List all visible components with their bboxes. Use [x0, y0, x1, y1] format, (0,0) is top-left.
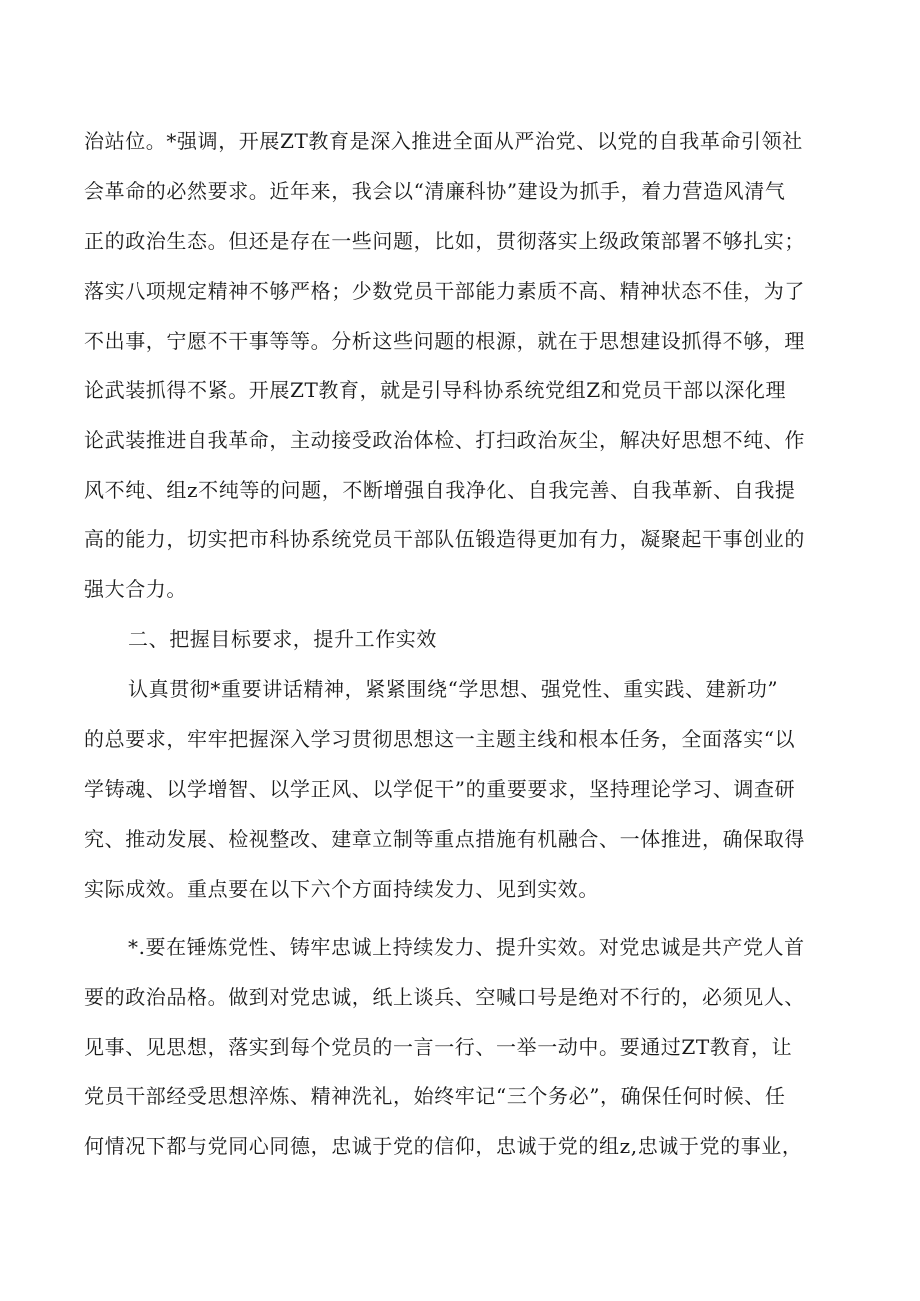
body-line: 究、推动发展、检视整改、建章立制等重点措施有机融合、一体推进，确保取得 — [84, 827, 805, 851]
body-line: 风不纯、组z不纯等的问题，不断增强自我净化、自我完善、自我革新、自我提 — [84, 478, 796, 502]
paragraph-first-line: 认真贯彻*重要讲话精神，紧紧围绕“学思想、强党性、重实践、建新功” — [128, 677, 779, 701]
body-line: 不出事，宁愿不干事等等。分析这些问题的根源，就在于思想建设抓得不够，理 — [84, 329, 805, 353]
body-line: 强大合力。 — [84, 577, 187, 601]
body-line: 高的能力，切实把市科协系统党员干部队伍锻造得更加有力，凝聚起干事创业的 — [84, 527, 805, 551]
body-line: 党员干部经受思想淬炼、精神洗礼，始终牢记“三个务必”，确保任何时候、任 — [84, 1084, 786, 1108]
body-line: 见事、见思想，落实到每个党员的一言一行、一举一动中。要通过ZT教育，让 — [84, 1035, 793, 1059]
body-line: 学铸魂、以学增智、以学正风、以学促干”的重要要求，坚持理论学习、调查研 — [84, 777, 796, 801]
paragraph-first-line: *.要在锤炼党性、铸牢忠诚上持续发力、提升实效。对党忠诚是共产党人首 — [128, 935, 805, 959]
section-heading: 二、把握目标要求，提升工作实效 — [128, 627, 437, 651]
body-line: 要的政治品格。做到对党忠诚，纸上谈兵、空喊口号是绝对不行的，必须见人、 — [84, 985, 805, 1009]
body-line: 实际成效。重点要在以下六个方面持续发力、见到实效。 — [84, 877, 599, 901]
body-line: 何情况下都与党同心同德，忠诚于党的信仰，忠诚于党的组z,忠诚于党的事业， — [84, 1134, 803, 1158]
body-line: 论武装抓得不紧。开展ZT教育，就是引导科协系统党组Z和党员干部以深化理 — [84, 378, 787, 402]
body-line: 会革命的必然要求。近年来，我会以“清廉科协”建设为抓手，着力营造风清气 — [84, 179, 786, 203]
body-line: 落实八项规定精神不够严格；少数党员干部能力素质不高、精神状态不佳，为了 — [84, 279, 805, 303]
body-line: 治站位。*强调，开展ZT教育是深入推进全面从严治党、以党的自我革命引领社 — [84, 129, 803, 153]
body-line: 正的政治生态。但还是存在一些问题，比如，贯彻落实上级政策部署不够扎实； — [84, 229, 805, 253]
body-line: 的总要求，牢牢把握深入学习贯彻思想这一主题主线和根本任务，全面落实“以 — [84, 727, 796, 751]
body-line: 论武装推进自我革命，主动接受政治体检、打扫政治灰尘，解决好思想不纯、作 — [84, 428, 805, 452]
